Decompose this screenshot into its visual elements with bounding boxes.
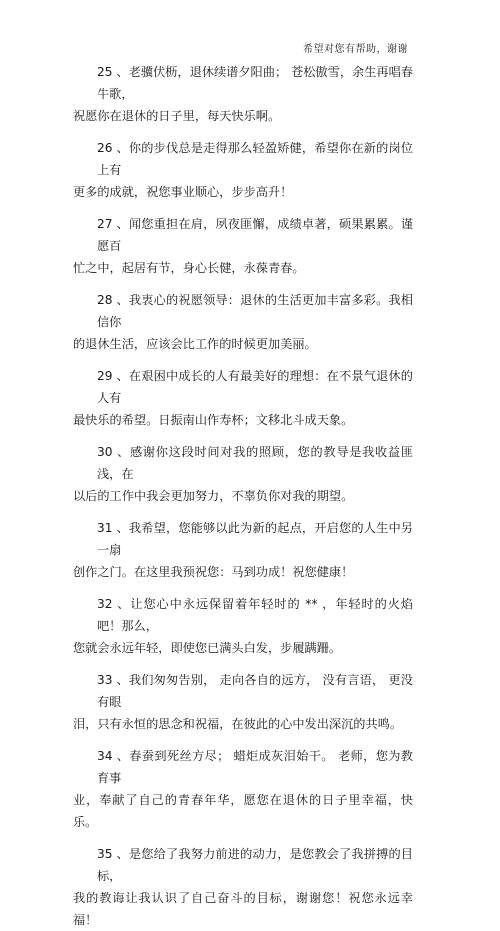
entry-first-line: 29 、在艰困中成长的人有最美好的理想：在不景气退休的人有 — [97, 369, 413, 405]
entry-first-line: 35 、是您给了我努力前进的动力，是您教会了我拼搏的目标， — [97, 847, 413, 883]
list-item — [73, 843, 413, 931]
entry-rest: 的退休生活，应该会比工作的时候更加美丽。 — [73, 337, 317, 351]
list-item — [73, 137, 413, 203]
list-item — [73, 213, 413, 279]
entry-first-line: 27 、闻您重担在肩，夙夜匪懈，成绩卓著，硕果累累。谨愿百 — [97, 217, 413, 253]
entry-rest: 创作之门。在这里我预祝您：马到功成！祝您健康！ — [73, 565, 354, 579]
entry-rest: 我的教诲让我认识了自己奋斗的目标，谢谢您！祝您永远幸福！ — [73, 891, 413, 927]
entry-first-line: 31 、我希望，您能够以此为新的起点，开启您的人生中另一扇 — [97, 521, 413, 557]
entry-rest: 最快乐的希望。日振南山作寿杯；文移北斗成天象。 — [73, 413, 354, 427]
list-item — [73, 289, 413, 355]
entry-rest: 忙之中，起居有节，身心长健，永葆青春。 — [73, 261, 305, 275]
header-note: 希望对您有帮助，谢谢 — [303, 44, 408, 55]
list-item — [73, 365, 413, 431]
entry-first-line: 28 、我衷心的祝愿领导：退休的生活更加丰富多彩。我相信你 — [97, 293, 413, 329]
blessing-list — [73, 61, 413, 931]
entry-first-line: 32 、让您心中永远保留着年轻时的 ** ，年轻时的火焰吧！那么， — [97, 597, 413, 633]
entry-rest: 泪，只有永恒的思念和祝福，在彼此的心中发出深沉的共鸣。 — [73, 717, 403, 731]
entry-first-line: 26 、你的步伐总是走得那么轻盈矫健，希望你在新的岗位上有 — [97, 141, 413, 177]
list-item — [73, 745, 413, 833]
entry-first-line: 30 、感谢你这段时间对我的照顾，您的教导是我收益匪浅，在 — [97, 445, 413, 481]
entry-rest: 以后的工作中我会更加努力，不辜负你对我的期望。 — [73, 489, 354, 503]
list-item — [73, 441, 413, 507]
entry-rest: 业，奉献了自己的青春年华，愿您在退休的日子里幸福，快乐。 — [73, 793, 413, 829]
entry-rest: 祝愿你在退休的日子里，每天快乐啊。 — [73, 109, 281, 123]
entry-rest: 更多的成就，祝您事业顺心，步步高升！ — [73, 185, 293, 199]
list-item — [73, 593, 413, 659]
entry-first-line: 34 、春蚕到死丝方尽； 蜡炬成灰泪始干。 老师，您为教育事 — [97, 749, 413, 785]
list-item — [73, 61, 413, 127]
entry-first-line: 25 、老骥伏枥，退休续谱夕阳曲； 苍松傲雪，余生再唱春牛歌， — [97, 65, 413, 101]
list-item — [73, 517, 413, 583]
entry-rest: 您就会永远年轻，即使您已满头白发，步履蹒跚。 — [73, 641, 342, 655]
list-item — [73, 669, 413, 735]
entry-first-line: 33 、我们匆匆告别， 走向各自的远方， 没有言语， 更没有眼 — [97, 673, 413, 709]
